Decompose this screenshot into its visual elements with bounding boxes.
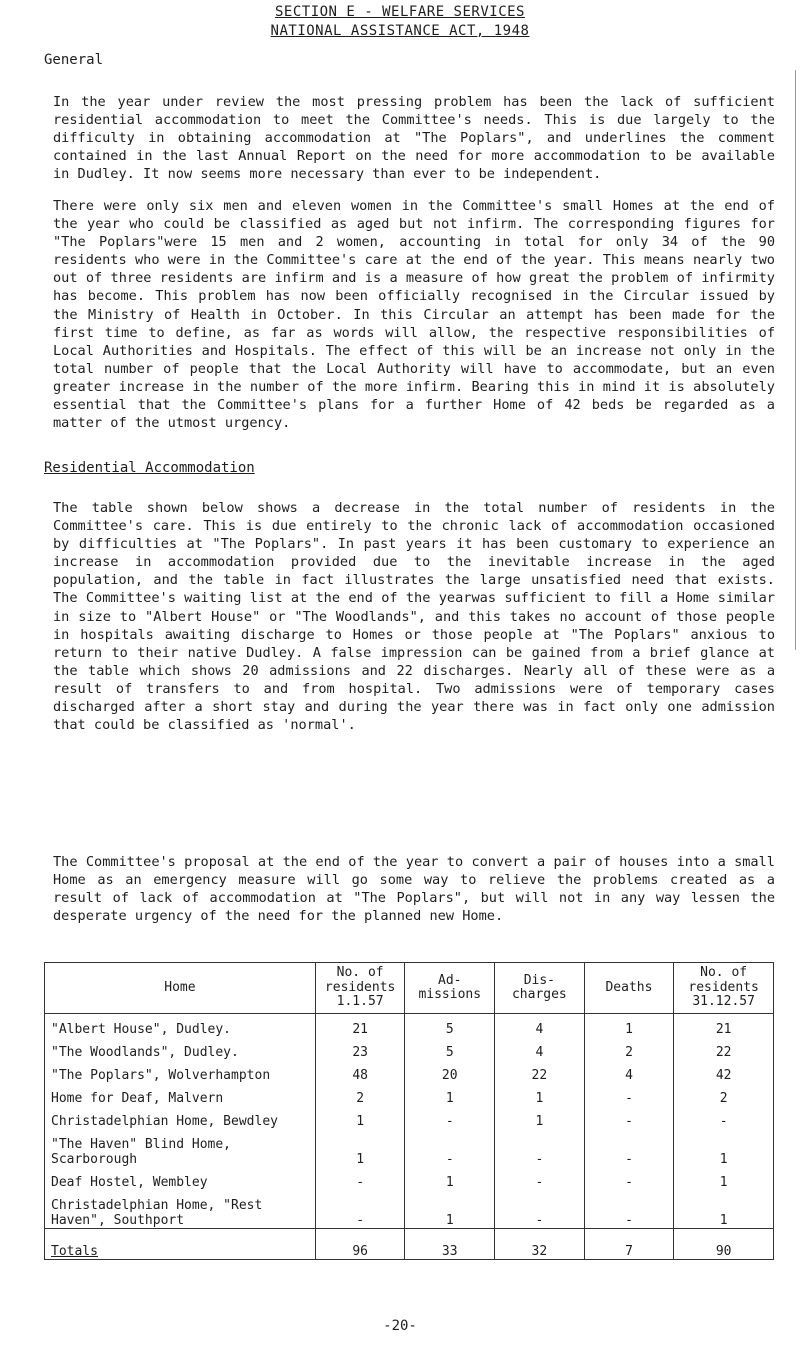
cell-admissions: -: [405, 1106, 495, 1129]
cell-discharges: -: [495, 1167, 585, 1190]
total-end: 90: [674, 1229, 774, 1260]
cell-start: 21: [315, 1014, 405, 1038]
cell-admissions: 1: [405, 1190, 495, 1229]
general-paragraph-2: There were only six men and eleven women in the Committee's small Homes at the end of the year who could be classified as aged but not infirm. The corresponding figures for "The Poplars"were 15 men and 2 women, accounting in total for only 34 of the 90 residents who were in the Committee's care at the end of the year. This means nearly two out of three residents are infirm and is a measure of how great the problem of infirmity has become. This problem has now been officially recognised in the Circular issued by the Ministry of Health in October. In this Circular an attempt has been made for the first time to define, as far as words will allow, the respective responsibilities of Local Authorities and Hospitals. The effect of this will be an increase not only in the total number of people that the Local Authority will have to accommodate, but an even greater increase in the number of the more infirm. Bearing this in mind it is absolutely essential that the Committee's plans for a further Home of 42 beds be regarded as a matter of the utmost urgency.: [53, 198, 784, 432]
cell-discharges: -: [495, 1129, 585, 1167]
cell-admissions: -: [405, 1129, 495, 1167]
cell-admissions: 5: [405, 1037, 495, 1060]
cell-home: "Albert House", Dudley.: [45, 1014, 316, 1038]
total-discharges: 32: [495, 1229, 585, 1260]
cell-start: 1: [315, 1106, 405, 1129]
cell-end: 2: [674, 1083, 774, 1106]
cell-start: -: [315, 1190, 405, 1229]
act-title: NATIONAL ASSISTANCE ACT, 1948: [270, 23, 530, 39]
table-row: [45, 1037, 774, 1060]
cell-discharges: 1: [495, 1106, 585, 1129]
cell-admissions: 1: [405, 1167, 495, 1190]
table-row: [45, 1167, 774, 1190]
cell-discharges: 22: [495, 1060, 585, 1083]
cell-admissions: 1: [405, 1083, 495, 1106]
col-deaths: Deaths: [584, 963, 674, 1014]
col-start: No. of residents 1.1.57: [315, 963, 405, 1014]
table-row: [45, 1060, 774, 1083]
col-discharges: Dis- charges: [495, 963, 585, 1014]
cell-end: 21: [674, 1014, 774, 1038]
section-title: SECTION E - WELFARE SERVICES: [274, 4, 525, 20]
totals-row: [45, 1229, 774, 1260]
cell-end: 42: [674, 1060, 774, 1083]
cell-end: 22: [674, 1037, 774, 1060]
cell-end: -: [674, 1106, 774, 1129]
cell-admissions: 20: [405, 1060, 495, 1083]
cell-end: 1: [674, 1190, 774, 1229]
act-heading: [0, 23, 800, 39]
cell-deaths: -: [584, 1106, 674, 1129]
table-row: [45, 1014, 774, 1038]
cell-home: "The Haven" Blind Home, Scarborough: [45, 1129, 316, 1167]
cell-home: Christadelphian Home, "Rest Haven", Southport: [45, 1190, 316, 1229]
table-header-row: [45, 963, 774, 1014]
total-admissions: 33: [405, 1229, 495, 1260]
cell-deaths: 4: [584, 1060, 674, 1083]
table-row: [45, 1129, 774, 1167]
cell-home: "The Poplars", Wolverhampton: [45, 1060, 316, 1083]
scan-edge-line: [795, 70, 800, 650]
cell-discharges: -: [495, 1190, 585, 1229]
cell-deaths: -: [584, 1129, 674, 1167]
total-start: 96: [315, 1229, 405, 1260]
cell-end: 1: [674, 1167, 774, 1190]
cell-start: 1: [315, 1129, 405, 1167]
table-row: [45, 1083, 774, 1106]
col-end: No. of residents 31.12.57: [674, 963, 774, 1014]
table-row: [45, 1190, 774, 1229]
cell-start: -: [315, 1167, 405, 1190]
section-heading: [0, 4, 800, 20]
cell-start: 23: [315, 1037, 405, 1060]
cell-home: Christadelphian Home, Bewdley: [45, 1106, 316, 1129]
general-paragraph-1: In the year under review the most pressing problem has been the lack of sufficient residential accommodation to meet the Committee's needs. This is due largely to the difficulty in obtaining accommodation at "The Poplars", and underlines the comment contained in the last Annual Report on the need for more accommodation to be available in Dudley. It now seems more necessary than ever to be independent.: [53, 94, 784, 183]
cell-discharges: 4: [495, 1037, 585, 1060]
cell-end: 1: [674, 1129, 774, 1167]
table-row: [45, 1106, 774, 1129]
cell-home: Deaf Hostel, Wembley: [45, 1167, 316, 1190]
page-number: -20-: [383, 1318, 417, 1334]
general-heading: General: [44, 52, 104, 68]
residential-heading: Residential Accommodation: [44, 460, 255, 476]
cell-start: 48: [315, 1060, 405, 1083]
residential-paragraph-2: The Committee's proposal at the end of the year to convert a pair of houses into a small Home as an emergency measure will go some way to relieve the problems created as a result of lack of accommodation at "The Poplars", but will not in any way lessen the desperate urgency of the need for the planned new Home.: [53, 854, 784, 925]
cell-deaths: -: [584, 1083, 674, 1106]
cell-discharges: 1: [495, 1083, 585, 1106]
cell-deaths: -: [584, 1167, 674, 1190]
totals-label: Totals: [45, 1229, 316, 1260]
cell-discharges: 4: [495, 1014, 585, 1038]
col-home: Home: [45, 963, 316, 1014]
cell-home: Home for Deaf, Malvern: [45, 1083, 316, 1106]
total-deaths: 7: [584, 1229, 674, 1260]
cell-deaths: 1: [584, 1014, 674, 1038]
residential-paragraph-1: The table shown below shows a decrease in the total number of residents in the Committee's care. This is due entirely to the chronic lack of accommodation occasioned by difficulties at "The Poplars". In past years it has been customary to experience an increase in accommodation provided due to the inevitable increase in the aged population, and the table in fact illustrates the large unsatisfied need that exists. The Committee's waiting list at the end of the yearwas sufficient to fill a Home similar in size to "Albert House" or "The Woodlands", and this takes no account of those people in hospitals awaiting discharge to Homes or those people at "The Poplars" anxious to return to their native Dudley. A false impression can be gained from a brief glance at the table which shows 20 admissions and 22 discharges. Nearly all of these were as a result of transfers to and from hospital. Two admissions were of temporary cases discharged after a short stay and during the year there was in fact only one admission that could be classified as 'normal'.: [53, 500, 784, 734]
cell-admissions: 5: [405, 1014, 495, 1038]
col-admissions: Ad- missions: [405, 963, 495, 1014]
cell-home: "The Woodlands", Dudley.: [45, 1037, 316, 1060]
cell-deaths: -: [584, 1190, 674, 1229]
cell-deaths: 2: [584, 1037, 674, 1060]
residents-table: [44, 962, 774, 1260]
cell-start: 2: [315, 1083, 405, 1106]
